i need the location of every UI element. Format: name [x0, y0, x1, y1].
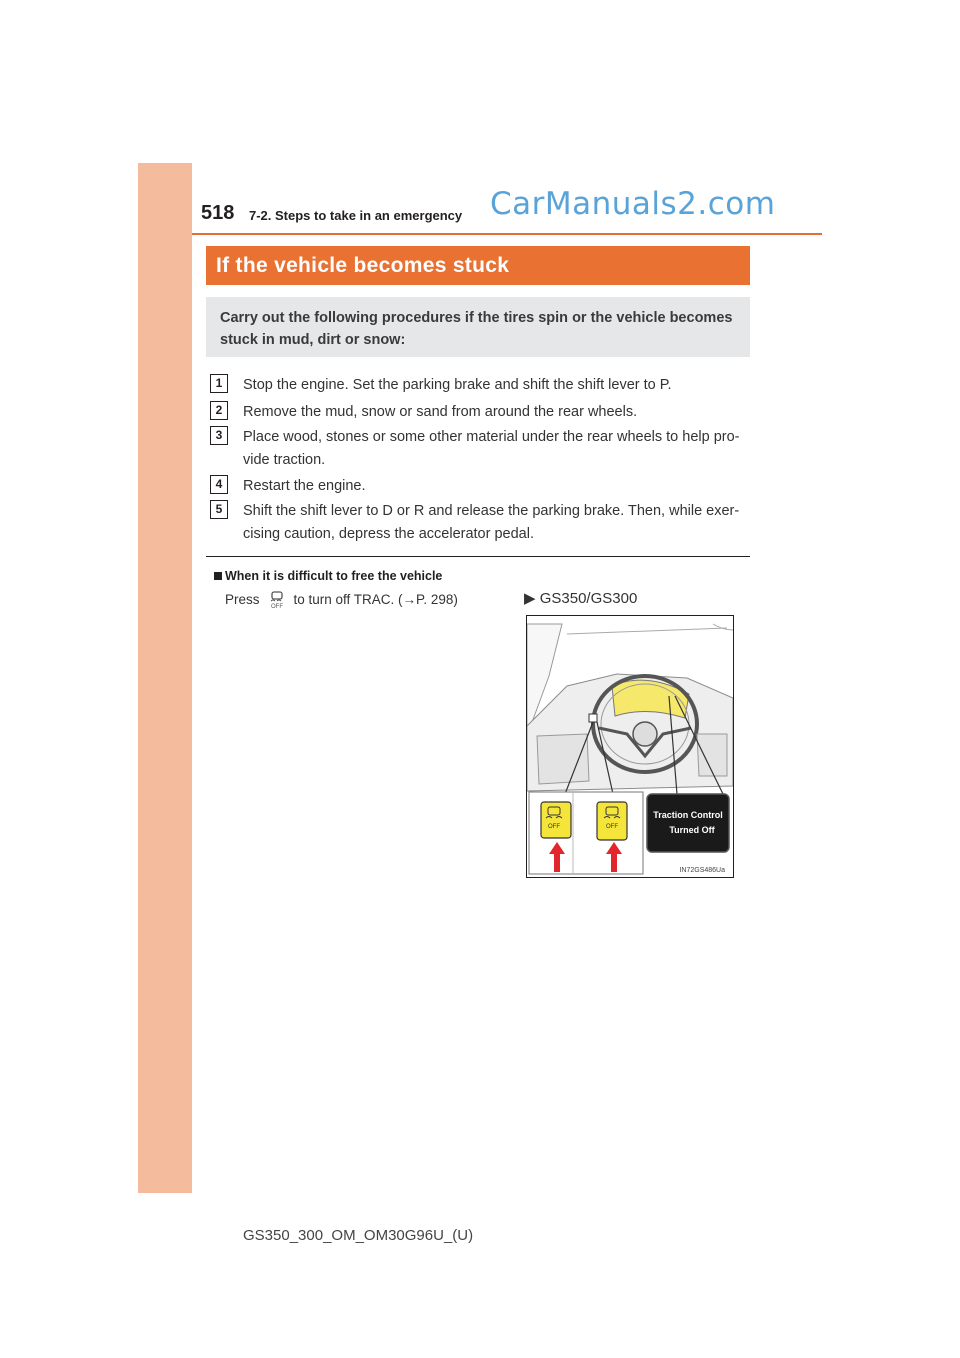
step-text: Remove the mud, snow or sand from around the rear wheels. — [243, 404, 638, 420]
watermark: CarManuals2.com — [490, 186, 776, 222]
triangle-bullet-icon: ▶ — [524, 590, 536, 607]
note-heading: When it is difficult to free the vehicle — [214, 569, 442, 583]
section-divider — [206, 556, 750, 557]
step-number: 5 — [210, 500, 228, 519]
dashboard-illustration — [526, 615, 734, 878]
svg-text:OFF: OFF — [606, 824, 618, 830]
note-text-before: Press — [225, 592, 260, 607]
figure-code: IN72GS486Ua — [679, 867, 725, 874]
step-text: Place wood, stones or some other material under the rear wheels to help pro-vide traction. — [243, 429, 740, 468]
intro-box — [206, 297, 750, 357]
step-number: 2 — [210, 401, 228, 420]
header-rule — [192, 233, 822, 235]
manual-code: GS350_300_OM_OM30G96U_(U) — [243, 1227, 474, 1244]
svg-text:OFF: OFF — [548, 824, 560, 830]
chapter-sidebar-tab — [138, 163, 192, 1193]
section-title-bar — [206, 246, 750, 285]
svg-text:OFF: OFF — [270, 604, 283, 609]
chapter-title: 7-2. Steps to take in an emergency — [249, 208, 463, 223]
step-text: Restart the engine. — [243, 478, 366, 494]
model-label: ▶ GS350/GS300 — [524, 590, 638, 607]
step-text: Shift the shift lever to D or R and release the parking brake. Then, while exer-cising caution, depress the accelerator pedal. — [243, 503, 740, 542]
square-bullet-icon — [214, 572, 222, 580]
step-number: 4 — [210, 475, 228, 494]
step-text: Stop the engine. Set the parking brake and shift the shift lever to P. — [243, 377, 672, 393]
note-text-after: to turn off TRAC. (→P. 298) — [293, 592, 458, 607]
step-number: 1 — [210, 374, 228, 393]
dashboard-drawing — [527, 616, 733, 877]
display-line-2: Turned Off — [669, 825, 715, 835]
step-number: 3 — [210, 426, 228, 445]
trac-off-icon — [266, 591, 288, 609]
section-title: If the vehicle becomes stuck — [216, 253, 510, 277]
display-line-1: Traction Control — [653, 810, 723, 820]
page-number: 518 — [201, 202, 235, 224]
intro-text: Carry out the following procedures if the tires spin or the vehicle becomes stuck in mud, dirt or snow: — [220, 310, 733, 348]
note-text — [225, 591, 458, 609]
